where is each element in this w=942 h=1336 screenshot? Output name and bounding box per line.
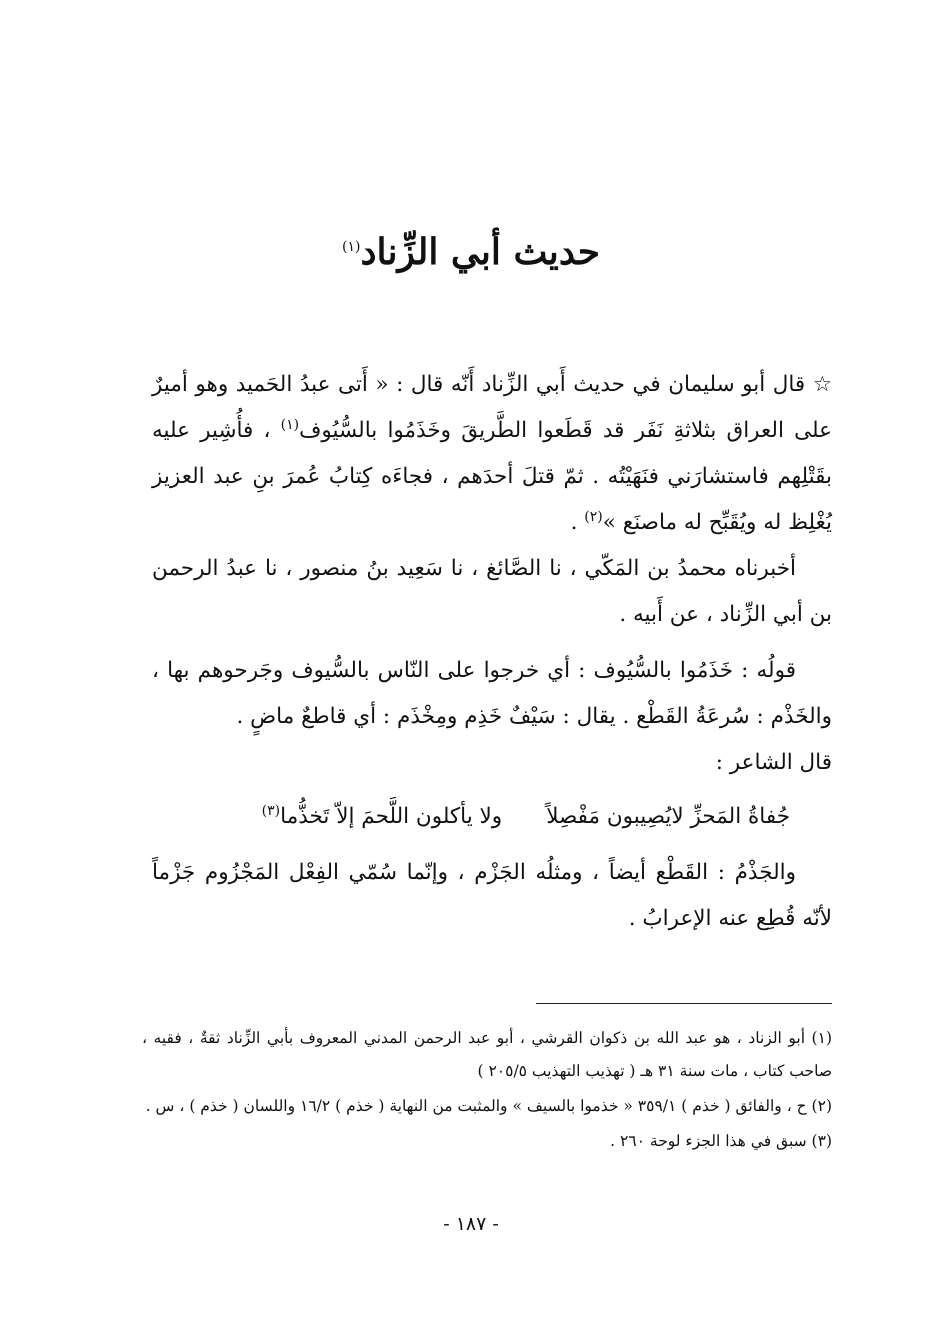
paragraph-poet-intro: قال الشاعر : bbox=[715, 750, 832, 775]
footnotes bbox=[142, 1022, 832, 1160]
poetry-verse bbox=[152, 794, 832, 840]
footnote-ref-1[interactable]: (١) bbox=[280, 416, 300, 433]
main-text bbox=[152, 362, 832, 952]
verse-second-text: ولا يأكلون اللَّحمَ إلاّ تَخذُّما bbox=[280, 804, 503, 829]
hadith-text-part3: . bbox=[570, 510, 585, 535]
page-number: - ١٨٧ - bbox=[443, 1213, 499, 1235]
footnote-ref-2[interactable]: (٢) bbox=[584, 508, 603, 525]
title-footnote-ref[interactable]: (١) bbox=[342, 239, 361, 255]
hadith-text-part2: ، فأُشِير عليه بقَتْلِهم فاستشارَني فنَهَيْتُه . ثمّ قتلَ أحدَهم ، فجاءَه كِتابُ عُمرَ بنِ عبد العزيز يُغْلِظ له ويُقَبِّح له ماصنَع » bbox=[152, 418, 832, 535]
verse-second-hemistich bbox=[262, 794, 503, 840]
hadith-text-part1: ☆ قال أبو سليمان في حديث أَبي الزِّناد أَنّه قال : « أَتى عبدُ الحَميد وهو أميرٌ على العراق بثلاثةِ نَفَر قد قَطَعوا الطَّريقَ وخَذَمُوا بالسُّيُوف bbox=[152, 372, 832, 443]
footnote-3: (٣) سبق في هذا الجزء لوحة ٢٦٠ . bbox=[610, 1132, 832, 1150]
paragraph-jazm: والجَذْمُ : القَطْع أيضاً ، ومثلُه الجَزْم ، وإنّما سُمّي الفِعْل المَجْزُوم جَزْماً لأنّه قُطِع عنه الإعرابُ . bbox=[152, 860, 832, 931]
verse-first-hemistich: جُفاةُ المَحزِّ لايُصِيبون مَفْصِلاً bbox=[546, 804, 790, 829]
footnote-1: (١) أبو الزناد ، هو عبد الله بن ذكوان القرشي ، أبو عبد الرحمن المدني المعروف بأبي الزِّناد ثقةٌ ، فقيه ، صاحب كتاب ، مات سنة ٣١ هـ ( تهذيب التهذيب ٢٠٥/٥ ) bbox=[142, 1029, 832, 1080]
footnote-2: (٢) ح ، والفائق ( خذم ) ٣٥٩/١ « خذموا بالسيف » والمثبت من النهاية ( خذم ) ١٦/٢ واللسان ( خذم ) ، س . bbox=[145, 1097, 832, 1115]
paragraph-hadith bbox=[152, 362, 832, 546]
paragraph-isnad: أخبرناه محمدُ بن المَكّي ، نا الصَّائغ ، نا سَعِيد بنُ منصور ، نا عبدُ الرحمن بن أبي الزِّناد ، عن أَبيه . bbox=[152, 556, 832, 627]
chapter-title bbox=[0, 222, 942, 282]
footnote-ref-3[interactable]: (٣) bbox=[261, 802, 281, 819]
chapter-title-text: حديث أبي الزِّناد bbox=[360, 231, 600, 273]
footnote-divider bbox=[536, 1003, 832, 1004]
paragraph-explanation: قولُه : خَذَمُوا بالسُّيُوف : أي خرجوا على النّاس بالسُّيوف وجَرحوهم بها ، والخَذْم : سُرعَةُ القَطْع . يقال : سَيْفٌ خَذِم ومِخْذَم : أي قاطعٌ ماضٍ . bbox=[152, 658, 832, 729]
